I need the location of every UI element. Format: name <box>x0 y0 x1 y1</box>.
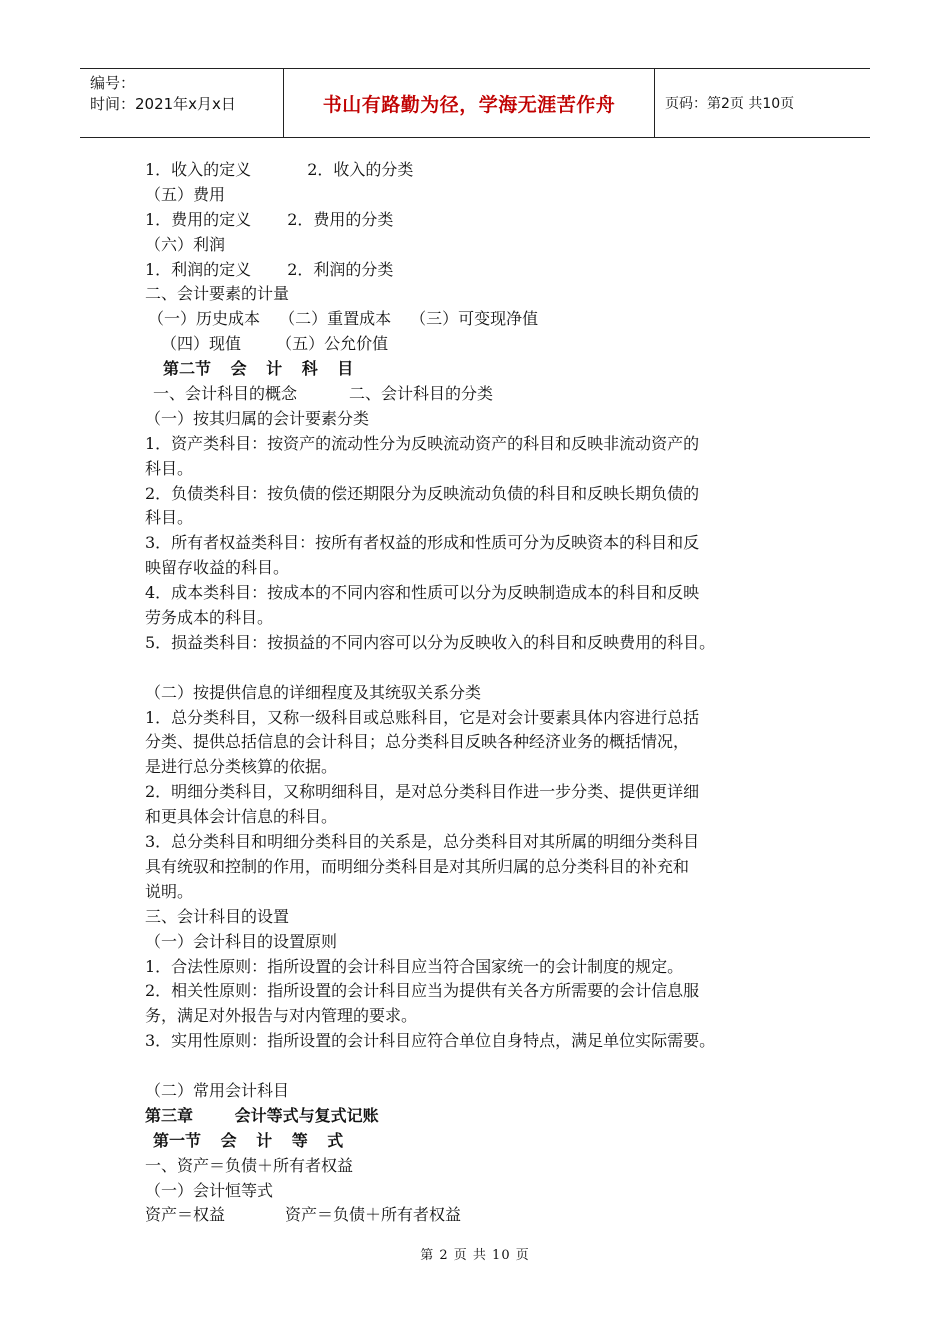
text-line: 是进行总分类核算的依据。 <box>145 757 338 777</box>
text-line: 3．总分类科目和明细分类科目的关系是，总分类科目对其所属的明细分类科目 <box>145 832 700 852</box>
document-time-label: 时间：2021年x月x日 <box>90 95 236 113</box>
text-line: 1．合法性原则：指所设置的会计科目应当符合国家统一的会计制度的规定。 <box>145 956 684 976</box>
text-line: 劳务成本的科目。 <box>145 608 274 628</box>
document-number-label: 编号： <box>90 74 136 92</box>
text-line: 2．相关性原则：指所设置的会计科目应当为提供有关各方所需要的会计信息服 <box>145 981 700 1001</box>
header-page-info: 页码：第2页 共10页 <box>665 96 795 112</box>
header-motto: 书山有路勤为径，学海无涯苦作舟 <box>284 69 655 137</box>
section-heading: 二、会计要素的计量 <box>145 284 290 304</box>
section-heading: （二）常用会计科目 <box>145 1080 290 1100</box>
section-heading: （二）按提供信息的详细程度及其统驭关系分类 <box>145 682 482 702</box>
text-line: 1．总分类科目，又称一级科目或总账科目，它是对会计要素具体内容进行总括 <box>145 707 700 727</box>
blank-line <box>145 1054 825 1079</box>
text-line: 说明。 <box>145 881 194 901</box>
section-heading: （五）费用 <box>145 184 226 204</box>
section-title: 第二节 会 计 科 目 <box>163 359 354 379</box>
text-line: 5．损益类科目：按损益的不同内容可以分为反映收入的科目和反映费用的科目。 <box>145 632 716 652</box>
text-line: 1．费用的定义 2．费用的分类 <box>145 209 394 229</box>
text-line: 和更具体会计信息的科目。 <box>145 807 338 827</box>
text-line: 2．负债类科目：按负债的偿还期限分为反映流动负债的科目和反映长期负债的 <box>145 483 700 503</box>
section-heading: （一）按其归属的会计要素分类 <box>145 408 370 428</box>
page-footer: 第 2 页 共 10 页 <box>420 1248 530 1263</box>
section-heading: （六）利润 <box>145 234 226 254</box>
text-line: 具有统驭和控制的作用，而明细分类科目是对其所归属的总分类科目的补充和 <box>145 856 690 876</box>
text-line: 分类、提供总括信息的会计科目；总分类科目反映各种经济业务的概括情况， <box>145 732 690 752</box>
text-line: 一、会计科目的概念 二、会计科目的分类 <box>153 384 494 404</box>
text-line: （一）历史成本 （二）重置成本 （三）可变现净值 <box>148 309 539 329</box>
text-line: 1．资产类科目：按资产的流动性分为反映流动资产的科目和反映非流动资产的 <box>145 433 700 453</box>
text-line: 映留存收益的科目。 <box>145 558 290 578</box>
section-heading: （一）会计恒等式 <box>145 1180 274 1200</box>
chapter-title: 第三章 会计等式与复式记账 <box>145 1105 379 1125</box>
section-heading: （一）会计科目的设置原则 <box>145 931 338 951</box>
text-line: 4．成本类科目：按成本的不同内容和性质可以分为反映制造成本的科目和反映 <box>145 583 700 603</box>
header-table <box>80 68 870 138</box>
text-line: 3．所有者权益类科目：按所有者权益的形成和性质可分为反映资本的科目和反 <box>145 533 700 553</box>
text-line: 1．收入的定义 2．收入的分类 <box>145 160 414 179</box>
blank-line <box>145 656 825 681</box>
section-heading: 三、会计科目的设置 <box>145 906 290 926</box>
document-body <box>145 158 825 1228</box>
text-line: 务，满足对外报告与对内管理的要求。 <box>145 1006 418 1026</box>
text-line: 科目。 <box>145 508 194 528</box>
text-line: （四）现值 （五）公允价值 <box>161 334 389 354</box>
text-line: 资产＝权益 资产＝负债＋所有者权益 <box>145 1205 462 1225</box>
section-heading: 一、资产＝负债＋所有者权益 <box>145 1155 354 1175</box>
text-line: 科目。 <box>145 458 194 478</box>
text-line: 1．利润的定义 2．利润的分类 <box>145 259 394 279</box>
section-title: 第一节 会 计 等 式 <box>153 1130 344 1150</box>
header-meta-cell <box>80 69 284 137</box>
text-line: 3．实用性原则：指所设置的会计科目应符合单位自身特点，满足单位实际需要。 <box>145 1031 716 1051</box>
text-line: 2．明细分类科目，又称明细科目，是对总分类科目作进一步分类、提供更详细 <box>145 782 700 802</box>
